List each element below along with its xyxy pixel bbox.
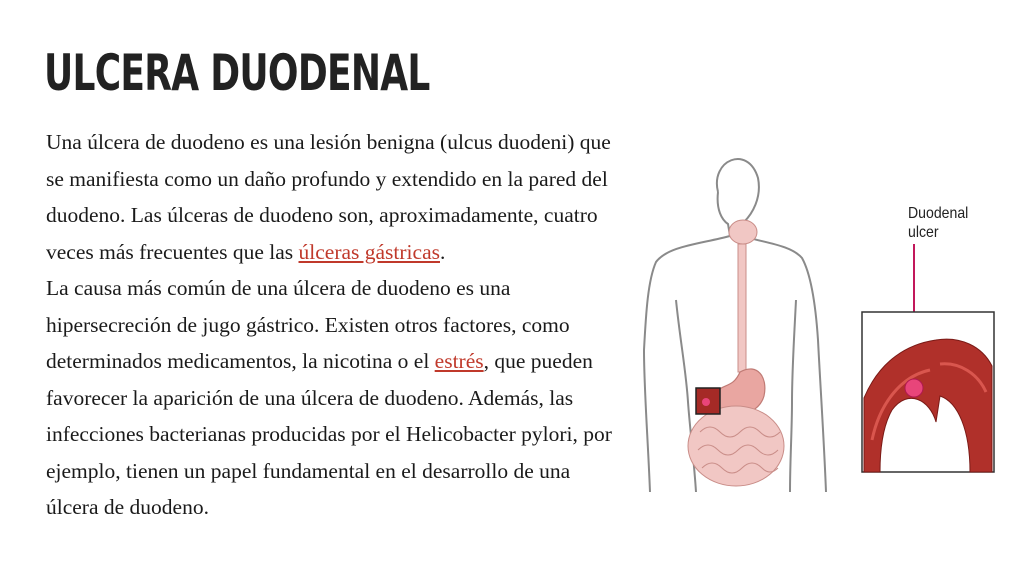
link-estres[interactable]: estrés <box>434 349 484 373</box>
esophagus <box>729 220 757 372</box>
figure-label-line1: Duodenal <box>908 205 969 222</box>
paragraph-definition-text: Una úlcera de duodeno es una lesión benigna (ulcus duodeni) que se manifiesta como un daño profundo y extendido en la pared del duodeno. Las úlceras de duodeno son, aproximadamente, cuatro veces más frecuentes que las <box>46 130 611 264</box>
paragraph-causes <box>46 270 616 526</box>
anatomy-drawing <box>640 140 1024 500</box>
duodenum-highlight <box>696 388 720 414</box>
body-text <box>46 124 616 526</box>
duodenal-ulcer-illustration <box>640 140 1024 500</box>
paragraph-causes-text: La causa más común de una úlcera de duodeno es una hipersecreción de jugo gástrico. Existen otros factores, como determinados medicamentos, la nicotina o el <box>46 276 570 373</box>
intestines <box>688 406 784 486</box>
paragraph-definition <box>46 124 616 270</box>
figure-label-line2: ulcer <box>908 224 939 241</box>
slide-title: ULCERA DUODENAL <box>44 44 430 102</box>
paragraph-causes-end: , que pueden favorecer la aparición de una úlcera de duodeno. Además, las infecciones bacterianas producidas por el Helicobacter pylori, por ejemplo, tienen un papel fundamental en el desarrollo de una úlcera de duodeno. <box>46 349 612 519</box>
figure-label <box>908 204 968 242</box>
zoom-inset <box>862 312 994 472</box>
link-ulceras-gastricas[interactable]: úlceras gástricas <box>298 239 440 264</box>
paragraph-definition-end: . <box>440 239 446 264</box>
